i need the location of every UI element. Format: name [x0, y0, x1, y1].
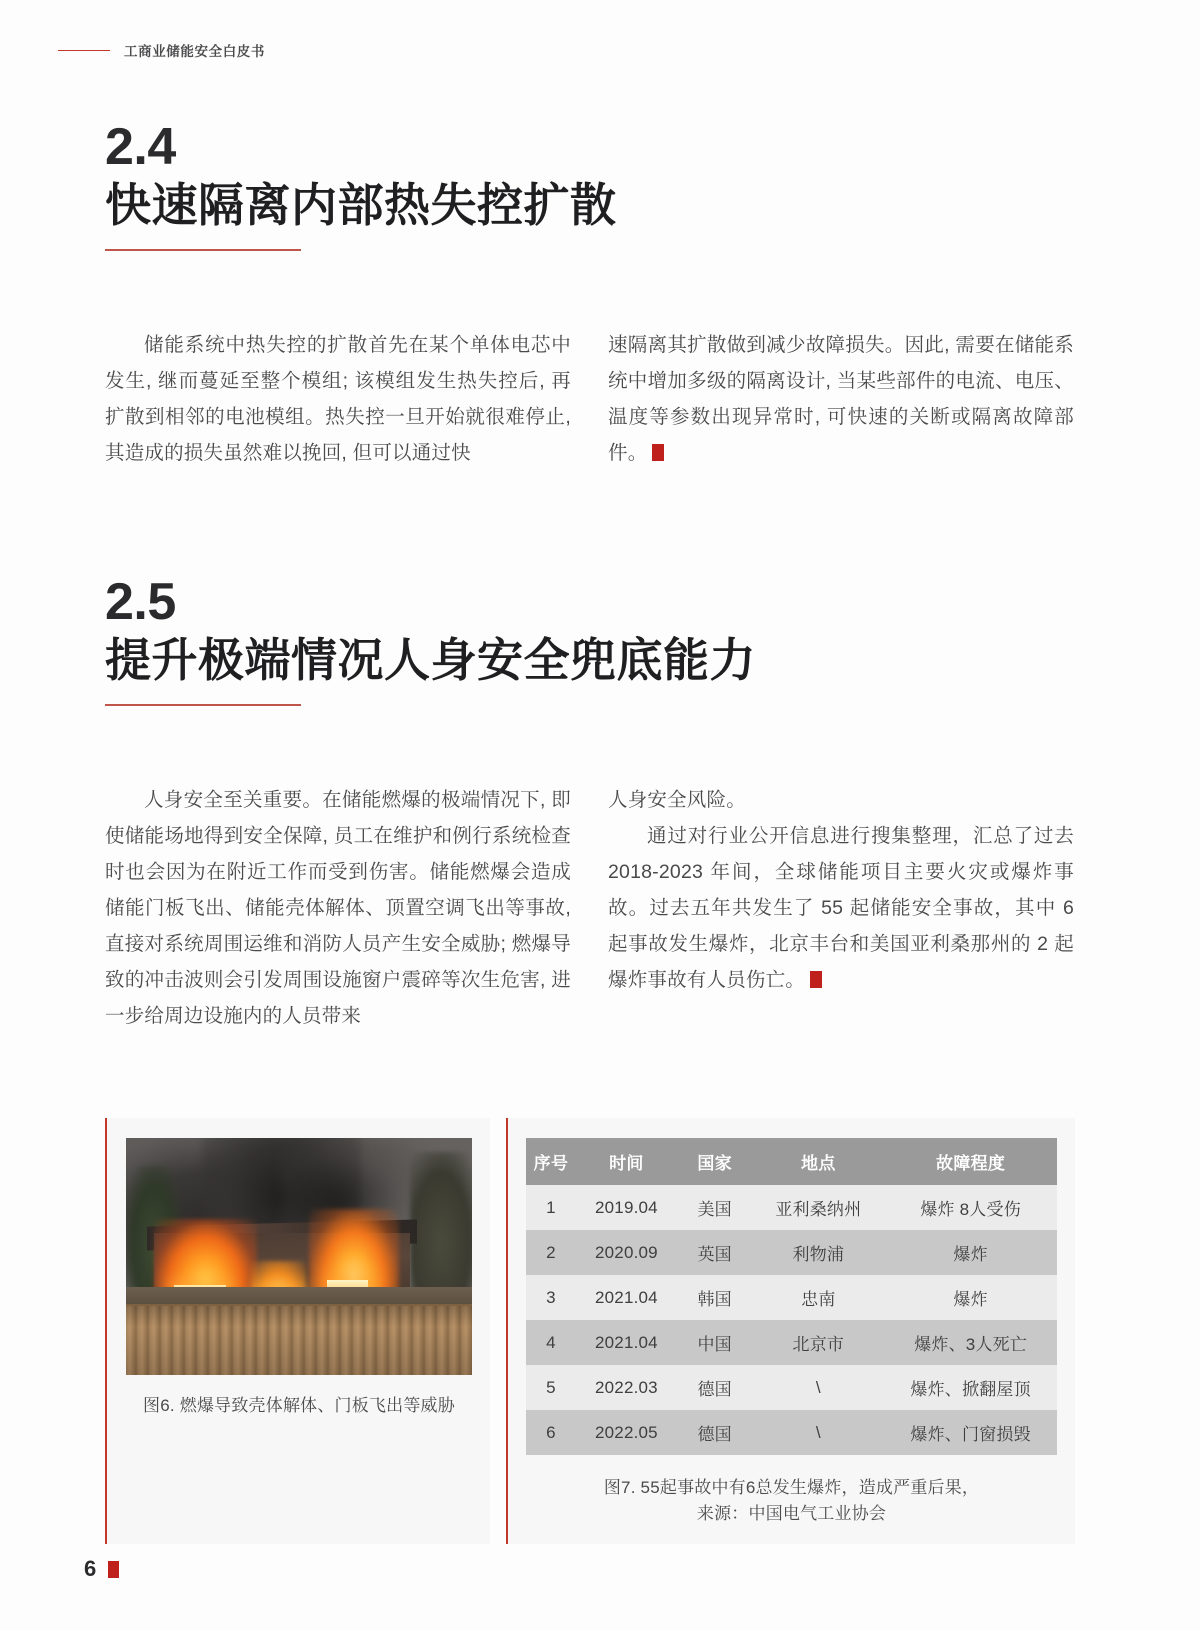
page-content	[105, 120, 1075, 1034]
paragraph: 人身安全至关重要。在储能燃爆的极端情况下, 即使储能场地得到安全保障, 员工在维护和例行系统检查时也会因为在附近工作而受到伤害。储能燃爆会造成储能门板飞出、储能壳体解体、顶置空调飞出等事故, 直接对系统周围运维和消防人员产生安全威胁; 燃爆导致的冲击波则会引发周围设施窗户震碎等次生危害, 进一步给周边设施内的人员带来	[105, 788, 571, 1028]
cell-country: 美国	[677, 1185, 752, 1230]
table-caption-line-1: 图7. 55起事故中有6总发生爆炸，造成严重后果，	[603, 1478, 980, 1497]
column-header-time: 时间	[576, 1138, 677, 1185]
paragraph	[608, 327, 1074, 471]
cell-index: 5	[526, 1365, 576, 1410]
cell-severity: 爆炸、3人死亡	[884, 1320, 1057, 1365]
cell-time: 2022.05	[576, 1410, 677, 1455]
cell-time: 2019.04	[576, 1185, 677, 1230]
figure-card-photo	[105, 1118, 490, 1544]
paragraph: 储能系统中热失控的扩散首先在某个单体电芯中发生, 继而蔓延至整个模组; 该模组发生热失控后, 再扩散到相邻的电池模组。热失控一旦开始就很难停止, 其造成的损失虽然难以挽回, 但可以通过快	[105, 333, 571, 464]
section-2-4-columns	[105, 327, 1075, 471]
fire-photo	[126, 1138, 472, 1375]
table-row	[526, 1230, 1057, 1275]
table-caption-line-2: 来源：中国电气工业协会	[696, 1504, 887, 1524]
cell-index: 2	[526, 1230, 576, 1275]
cell-index: 6	[526, 1410, 576, 1455]
section-title: 快速隔离内部热失控扩散	[105, 178, 617, 231]
cell-severity: 爆炸	[884, 1275, 1057, 1320]
page-header	[58, 40, 265, 60]
table-body	[526, 1185, 1057, 1455]
cell-location: 亚利桑纳州	[752, 1185, 884, 1230]
footer-red-mark	[108, 1561, 119, 1578]
cell-index: 1	[526, 1185, 576, 1230]
cell-time: 2021.04	[576, 1320, 677, 1365]
cell-index: 4	[526, 1320, 576, 1365]
paragraph-end-mark	[810, 971, 822, 988]
cell-severity: 爆炸	[884, 1230, 1057, 1275]
figure-card-table	[506, 1118, 1075, 1544]
column-header-location: 地点	[752, 1138, 884, 1185]
table-header-row	[526, 1138, 1057, 1185]
section-2-5-right-column	[608, 782, 1074, 1034]
cell-severity: 爆炸 8人受伤	[884, 1185, 1057, 1230]
section-underline	[105, 704, 301, 706]
figures-row	[105, 1118, 1075, 1544]
paragraph-text: 速隔离其扩散做到减少故障损失。因此, 需要在储能系统中增加多级的隔离设计, 当某些部件的电流、电压、温度等参数出现异常时, 可快速的关断或隔离故障部件。	[608, 333, 1074, 464]
section-2-4	[105, 120, 1075, 471]
cell-location: 北京市	[752, 1320, 884, 1365]
section-underline	[105, 249, 301, 251]
table-row	[526, 1365, 1057, 1410]
cell-location: \	[752, 1365, 884, 1410]
table-row	[526, 1275, 1057, 1320]
section-2-5-columns	[105, 782, 1075, 1034]
figure-caption: 图6. 燃爆导致壳体解体、门板飞出等威胁	[143, 1396, 455, 1415]
photo-wooden-fence	[126, 1304, 472, 1375]
cell-country: 德国	[677, 1365, 752, 1410]
cell-index: 3	[526, 1275, 576, 1320]
column-header-severity: 故障程度	[884, 1138, 1057, 1185]
header-rule-line	[58, 50, 110, 51]
cell-location: 忠南	[752, 1275, 884, 1320]
section-number: 2.4	[105, 118, 176, 176]
table-caption	[526, 1475, 1057, 1528]
cell-severity: 爆炸、门窗损毁	[884, 1410, 1057, 1455]
header-title: 工商业储能安全白皮书	[124, 44, 265, 59]
table-row	[526, 1185, 1057, 1230]
paragraph	[608, 818, 1074, 998]
accidents-table	[526, 1138, 1057, 1455]
paragraph-end-mark	[652, 444, 664, 461]
page-footer	[84, 1556, 119, 1582]
cell-severity: 爆炸、掀翻屋顶	[884, 1365, 1057, 1410]
cell-time: 2022.03	[576, 1365, 677, 1410]
paragraph: 人身安全风险。	[608, 788, 746, 811]
section-2-4-left-column	[105, 327, 571, 471]
cell-country: 中国	[677, 1320, 752, 1365]
cell-location: \	[752, 1410, 884, 1455]
table-row	[526, 1410, 1057, 1455]
section-2-5-left-column	[105, 782, 571, 1034]
column-header-country: 国家	[677, 1138, 752, 1185]
section-number: 2.5	[105, 572, 176, 631]
cell-country: 英国	[677, 1230, 752, 1275]
section-title: 提升极端情况人身安全兜底能力	[105, 633, 756, 686]
cell-time: 2021.04	[576, 1275, 677, 1320]
table-row	[526, 1320, 1057, 1365]
paragraph-text: 通过对行业公开信息进行搜集整理，汇总了过去 2018-2023 年间，全球储能项目主要火灾或爆炸事故。过去五年共发生了 55 起储能安全事故，其中 6 起事故发生爆炸，北京丰台和美国亚利桑那州的 2 起爆炸事故有人员伤亡。	[608, 824, 1074, 991]
cell-country: 德国	[677, 1410, 752, 1455]
cell-time: 2020.09	[576, 1230, 677, 1275]
section-2-4-right-column	[608, 327, 1074, 471]
table-head	[526, 1138, 1057, 1185]
column-header-index: 序号	[526, 1138, 576, 1185]
cell-country: 韩国	[677, 1275, 752, 1320]
page-number: 6	[84, 1556, 97, 1581]
section-2-5	[105, 572, 1075, 1034]
cell-location: 利物浦	[752, 1230, 884, 1275]
